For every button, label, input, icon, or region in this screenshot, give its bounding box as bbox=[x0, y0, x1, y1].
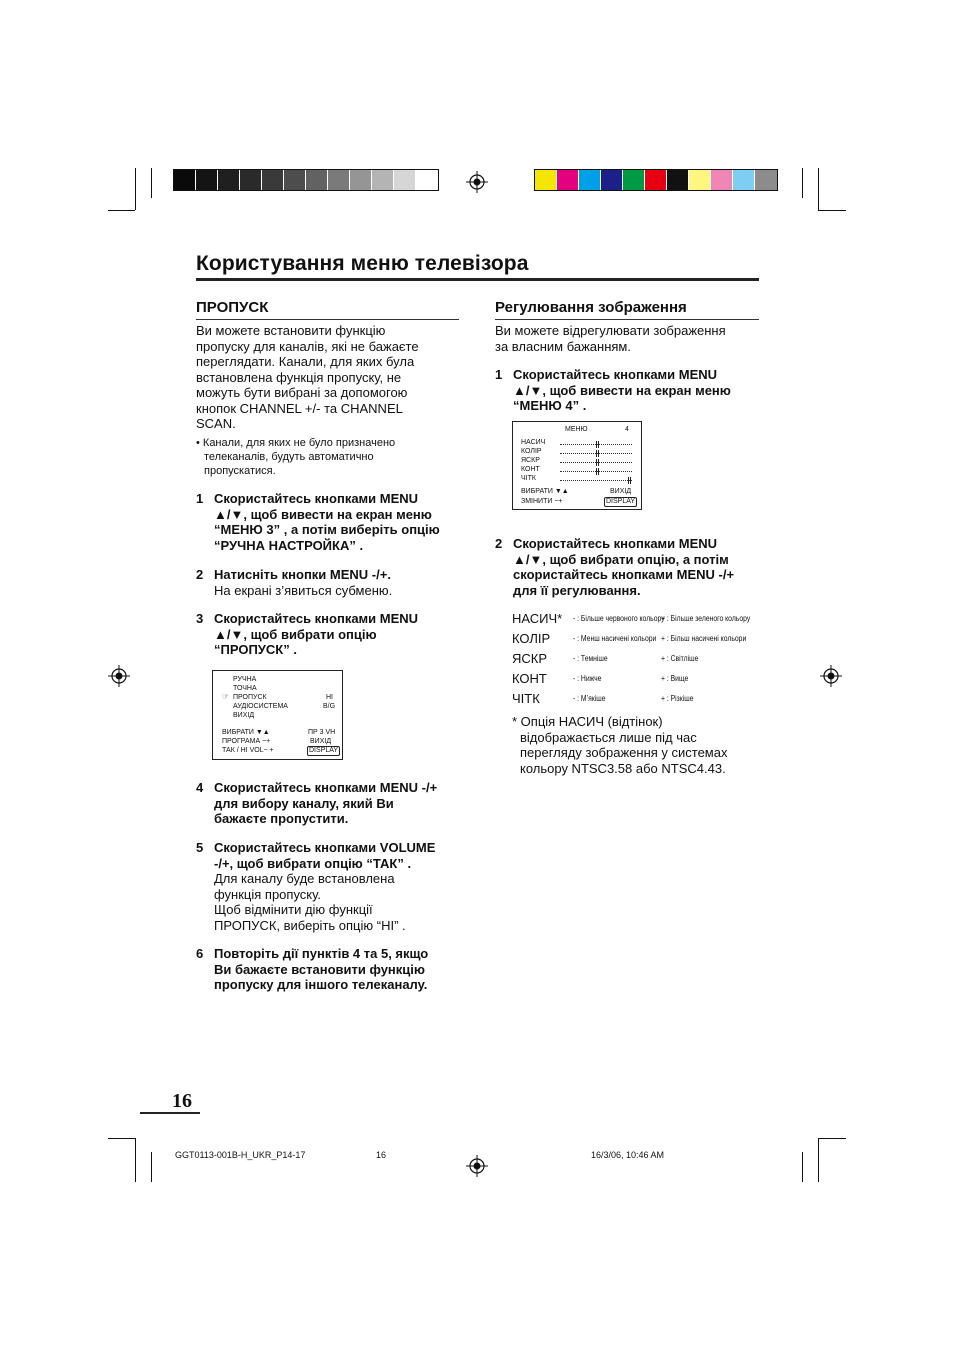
gray-swatch bbox=[284, 170, 306, 190]
adjust-label: ЯСКР bbox=[512, 651, 548, 666]
level-indicator bbox=[628, 477, 629, 484]
crop-mark bbox=[151, 168, 152, 198]
text-line: пропускатися. bbox=[204, 465, 276, 477]
adjust-row-brightness bbox=[512, 651, 772, 669]
level-indicator bbox=[596, 441, 597, 448]
color-calibration-bar bbox=[534, 169, 778, 191]
text-line: пропуску для каналів, які не бажаєте bbox=[196, 338, 419, 354]
step-text bbox=[214, 840, 464, 933]
step-instruction-line: Натисніть кнопки MENU -/+. bbox=[214, 567, 391, 582]
step-text bbox=[214, 946, 464, 993]
level-indicator bbox=[630, 477, 631, 484]
gray-swatch bbox=[306, 170, 328, 190]
gray-swatch bbox=[350, 170, 372, 190]
menu-row: ЧІТК bbox=[521, 475, 536, 482]
step-instruction-line: Скористайтесь кнопками MENU bbox=[214, 491, 419, 506]
footer-date: 16/3/06, 10:46 AM bbox=[591, 1150, 665, 1160]
step-instruction-line: “МЕНЮ 4” . bbox=[513, 398, 587, 413]
menu-hint: ЗМІНИТИ −+ bbox=[521, 498, 563, 505]
page-title: Користування меню телевізора bbox=[196, 252, 529, 275]
color-swatch bbox=[623, 170, 645, 190]
crop-mark bbox=[135, 168, 136, 210]
registration-target-icon bbox=[466, 171, 488, 193]
level-track bbox=[560, 480, 632, 483]
menu-row: ПРОПУСК bbox=[233, 694, 267, 701]
level-indicator bbox=[598, 468, 599, 475]
title-divider bbox=[196, 278, 759, 281]
level-indicator bbox=[598, 441, 599, 448]
step-instruction-line: ▲/▼, щоб вибрати опцію bbox=[214, 626, 377, 642]
crop-mark bbox=[135, 1138, 136, 1182]
grayscale-calibration-bar bbox=[173, 169, 439, 191]
adjust-row-contrast bbox=[512, 671, 772, 689]
text-line: SCAN. bbox=[196, 416, 236, 431]
adjust-plus-text: + : Різкіше bbox=[661, 694, 694, 703]
step-number: 6 bbox=[196, 946, 204, 961]
section-divider bbox=[196, 319, 459, 320]
text-line: можуть бути вибрані за допомогою bbox=[196, 385, 408, 400]
manual-tuning-submenu-screen bbox=[212, 670, 343, 760]
text-line: кнопок CHANNEL +/- та CHANNEL bbox=[196, 400, 403, 416]
adjust-minus-text: - : Менш насичені кольори bbox=[573, 634, 657, 643]
step-instruction-line: бажаєте пропустити. bbox=[214, 811, 349, 826]
step-text bbox=[214, 567, 464, 598]
menu-title: МЕНЮ bbox=[565, 426, 588, 433]
crop-mark bbox=[108, 1138, 135, 1139]
registration-target-icon bbox=[820, 665, 842, 687]
level-indicator bbox=[596, 450, 597, 457]
registration-target-icon bbox=[108, 665, 130, 687]
color-swatch bbox=[645, 170, 667, 190]
color-swatch bbox=[557, 170, 579, 190]
menu-hint: ПР 3 VH bbox=[308, 729, 336, 736]
menu-row: НАСИЧ bbox=[521, 439, 546, 446]
picture-intro-text bbox=[495, 323, 760, 354]
text-line: Ви можете відрегулювати зображення bbox=[495, 323, 726, 338]
menu-4-screen bbox=[512, 421, 642, 510]
menu-hint: ВИХІД bbox=[310, 738, 332, 745]
step-text bbox=[513, 367, 763, 414]
step-number: 2 bbox=[196, 567, 204, 582]
gray-swatch bbox=[416, 170, 438, 190]
adjust-label: НАСИЧ* bbox=[512, 611, 563, 626]
text-line: кольору NTSC3.58 або NTSC4.43. bbox=[520, 760, 726, 776]
step-detail-line: Щоб відмінити дію функції bbox=[214, 902, 373, 917]
text-line: телеканалів, будуть автоматично bbox=[204, 451, 374, 463]
step-instruction-line: “МЕНЮ 3” , а потім виберіть опцію bbox=[214, 522, 440, 537]
text-line: встановлена функція пропуску, не bbox=[196, 369, 402, 385]
adjust-minus-text: - : Нижче bbox=[573, 674, 602, 683]
page-number-rule bbox=[140, 1112, 200, 1114]
menu-row: РУЧНА bbox=[233, 676, 257, 683]
step-instruction-line: Скористайтесь кнопками MENU bbox=[513, 367, 718, 382]
menu-row: ВИХІД bbox=[233, 712, 255, 719]
adjust-label: КОНТ bbox=[512, 671, 547, 686]
menu-hint: ВИХІД bbox=[610, 488, 632, 495]
step-instruction-line: “РУЧНА НАСТРОЙКА” . bbox=[214, 537, 364, 553]
adjust-row-saturation bbox=[512, 611, 772, 629]
step-number: 2 bbox=[495, 536, 503, 551]
menu-row: КОЛІР bbox=[521, 448, 542, 455]
menu-hint: ВИБРАТИ ▼▲ bbox=[222, 729, 270, 736]
step-detail-line: Для каналу буде встановлена bbox=[214, 871, 395, 886]
adjust-minus-text: - : Більше червоного кольору bbox=[573, 614, 665, 623]
crop-mark bbox=[818, 1138, 846, 1139]
step-instruction-line: для її регулювання. bbox=[513, 582, 641, 598]
gray-swatch bbox=[218, 170, 240, 190]
gray-swatch bbox=[240, 170, 262, 190]
adjust-label: КОЛІР bbox=[512, 631, 551, 646]
step-instruction-line: для вибору каналу, який Ви bbox=[214, 795, 394, 811]
step-number: 5 bbox=[196, 840, 204, 855]
gray-swatch bbox=[174, 170, 196, 190]
text-line: Ви можете встановити функцію bbox=[196, 323, 386, 338]
gray-swatch bbox=[328, 170, 350, 190]
text-line: за власним бажанням. bbox=[495, 338, 631, 354]
saturation-footnote bbox=[512, 714, 762, 776]
pointer-icon: ☞ bbox=[222, 692, 230, 701]
text-line: відображається лише під час bbox=[520, 729, 697, 745]
menu-row: КОНТ bbox=[521, 466, 540, 473]
color-swatch bbox=[667, 170, 689, 190]
crop-mark bbox=[108, 210, 135, 211]
level-indicator bbox=[598, 459, 599, 466]
menu-hint: ПРОГРАМА −+ bbox=[222, 738, 271, 745]
footer-filename: GGT0113-001B-H_UKR_P14-17 bbox=[175, 1150, 306, 1160]
menu-hint: ВИБРАТИ ▼▲ bbox=[521, 488, 569, 495]
step-text bbox=[214, 780, 464, 827]
skip-intro-text bbox=[196, 323, 461, 432]
text-line: перегляду зображення у системах bbox=[520, 745, 728, 760]
color-swatch bbox=[733, 170, 755, 190]
display-button-icon: DISPLAY bbox=[606, 498, 636, 505]
level-indicator bbox=[596, 459, 597, 466]
step-instruction-line: ▲/▼, щоб вивести на екран меню bbox=[214, 506, 432, 522]
adjust-plus-text: + : Вище bbox=[661, 674, 689, 683]
text-line: • Канали, для яких не було призначено bbox=[196, 437, 396, 449]
registration-target-icon bbox=[466, 1155, 488, 1177]
adjust-row-color bbox=[512, 631, 772, 649]
level-indicator bbox=[598, 450, 599, 457]
step-instruction-line: ▲/▼, щоб вибрати опцію, а потім bbox=[513, 551, 729, 567]
adjust-plus-text: + : Більше зеленого кольору bbox=[661, 614, 751, 623]
section-heading-skip: ПРОПУСК bbox=[196, 299, 269, 316]
menu-row: АУДІОСИСТЕМА bbox=[233, 703, 288, 710]
step-instruction-line: пропуску для іншого телеканалу. bbox=[214, 977, 428, 992]
crop-mark bbox=[151, 1152, 152, 1182]
crop-mark bbox=[818, 1138, 819, 1182]
menu-hint: ТАК / НІ VOL− + bbox=[222, 747, 274, 754]
footer-page: 16 bbox=[376, 1150, 387, 1160]
crop-mark bbox=[802, 1152, 803, 1182]
step-number: 1 bbox=[495, 367, 503, 382]
step-detail-line: функція пропуску. bbox=[214, 886, 321, 902]
gray-swatch bbox=[372, 170, 394, 190]
step-number: 3 bbox=[196, 611, 204, 626]
text-line: переглядати. Канали, для яких була bbox=[196, 354, 415, 369]
crop-mark bbox=[818, 210, 846, 211]
color-swatch bbox=[601, 170, 623, 190]
step-detail-line: На екрані з’явиться субменю. bbox=[214, 582, 393, 598]
step-instruction-line: Ви бажаєте встановити функцію bbox=[214, 961, 425, 977]
color-swatch bbox=[579, 170, 601, 190]
adjust-row-sharpness bbox=[512, 691, 772, 709]
step-number: 1 bbox=[196, 491, 204, 506]
menu-row: ТОЧНА bbox=[233, 685, 257, 692]
step-instruction-line: ▲/▼, щоб вивести на екран меню bbox=[513, 382, 731, 398]
step-text bbox=[214, 491, 464, 553]
skip-note-bullet bbox=[196, 436, 461, 478]
menu-value: НІ bbox=[326, 694, 333, 701]
adjust-minus-text: - : М’якіше bbox=[573, 694, 606, 703]
step-number: 4 bbox=[196, 780, 204, 795]
adjust-label: ЧІТК bbox=[512, 691, 540, 706]
adjust-plus-text: + : Світліше bbox=[661, 654, 699, 663]
adjust-plus-text: + : Більш насичені кольори bbox=[661, 634, 747, 643]
color-swatch bbox=[535, 170, 557, 190]
color-swatch bbox=[689, 170, 711, 190]
adjust-minus-text: - : Темніше bbox=[573, 654, 608, 663]
step-instruction-line: “ПРОПУСК” . bbox=[214, 642, 297, 657]
page-number: 16 bbox=[172, 1090, 192, 1112]
section-divider bbox=[495, 319, 759, 320]
gray-swatch bbox=[394, 170, 416, 190]
crop-mark bbox=[802, 168, 803, 198]
display-button-icon: DISPLAY bbox=[309, 747, 339, 754]
gray-swatch bbox=[262, 170, 284, 190]
step-instruction-line: -/+, щоб вибрати опцію “ТАК” . bbox=[214, 855, 412, 871]
step-instruction-line: Повторіть дії пунктів 4 та 5, якщо bbox=[214, 946, 429, 961]
text-line: * Опція НАСИЧ (відтінок) bbox=[512, 714, 663, 729]
step-instruction-line: Скористайтесь кнопками MENU bbox=[513, 536, 718, 551]
step-detail-line: ПРОПУСК, виберіть опцію “НІ” . bbox=[214, 917, 406, 933]
color-swatch bbox=[711, 170, 733, 190]
crop-mark bbox=[818, 168, 819, 210]
menu-value: B/G bbox=[323, 703, 336, 710]
step-text bbox=[513, 536, 763, 598]
step-instruction-line: скористайтесь кнопками MENU -/+ bbox=[513, 567, 735, 582]
step-instruction-line: Скористайтесь кнопками MENU bbox=[214, 611, 419, 626]
step-instruction-line: Скористайтесь кнопками MENU -/+ bbox=[214, 780, 438, 795]
color-swatch bbox=[755, 170, 777, 190]
step-instruction-line: Скористайтесь кнопками VOLUME bbox=[214, 840, 436, 855]
menu-row: ЯСКР bbox=[521, 457, 540, 464]
gray-swatch bbox=[196, 170, 218, 190]
menu-page-number: 4 bbox=[625, 426, 629, 433]
level-indicator bbox=[596, 468, 597, 475]
step-text bbox=[214, 611, 464, 658]
section-heading-picture: Регулювання зображення bbox=[495, 299, 687, 316]
